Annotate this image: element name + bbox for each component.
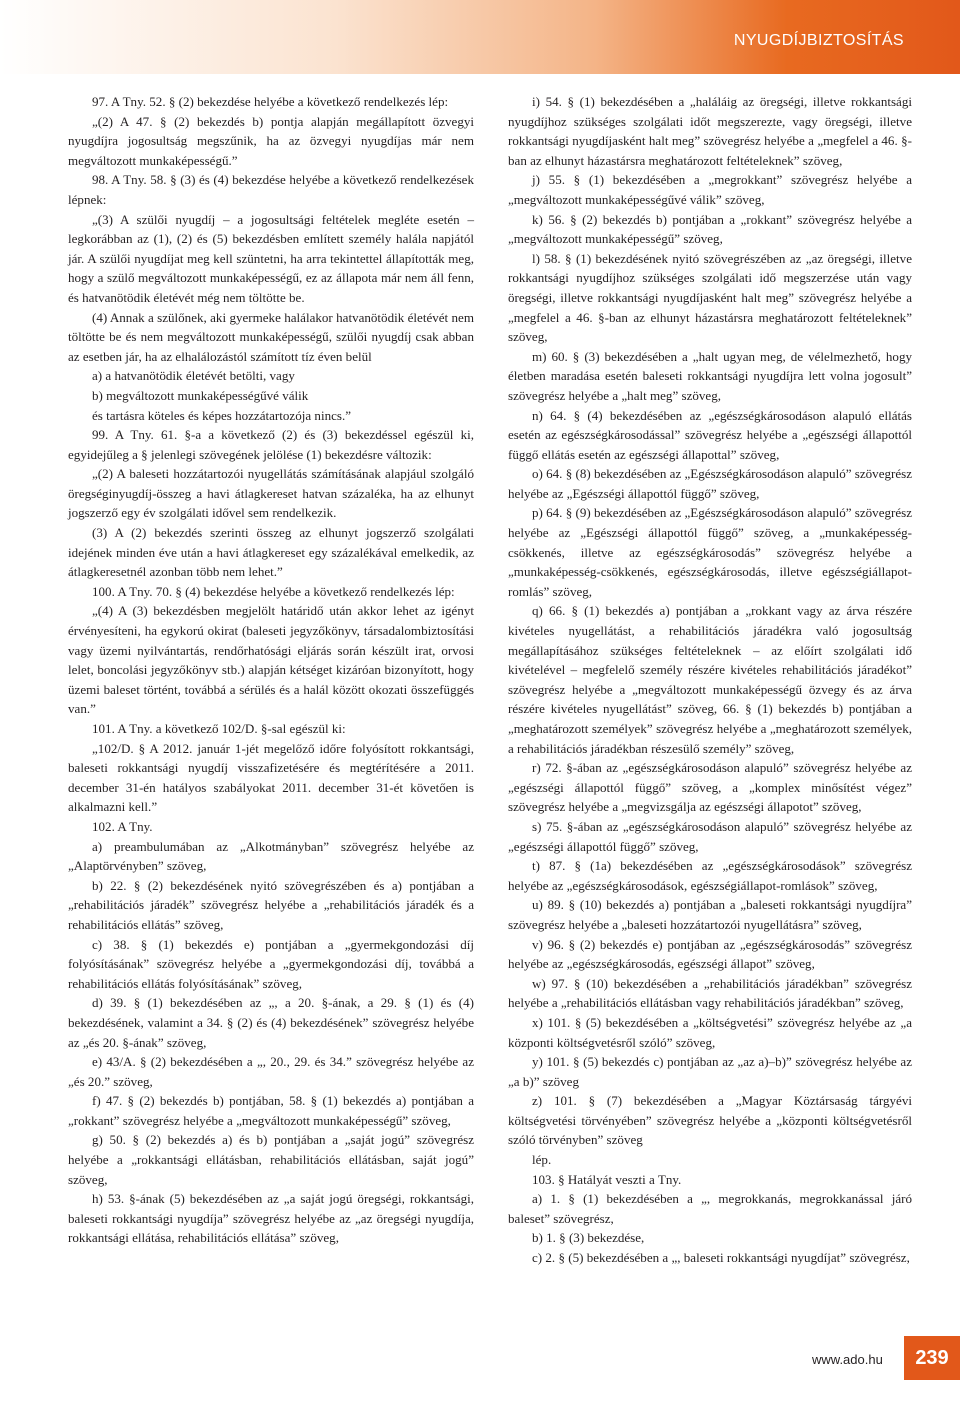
list-item: p) 64. § (9) bekezdésében az „Egészségkárosodáson alapuló” szövegrész helyébe az „Egészségi állapottól függő” szöveg, a „munkaképesség-csökkenés, illetve az egészségkárosodás” szövegrész helyébe a „munkaképesség-csökkenés, egészségkárosodás, illetve egészségiállapot-romlás” szöveg,: [508, 505, 913, 599]
list-item: l) 58. § (1) bekezdésének nyitó szövegrészében az „az öregségi, illetve rokkantsági nyugdíjhoz szükséges szolgálati idő megszerzése után vagy öregségi, illetve rokkantsági nyugdíjasként halt meg” szövegrész helyébe a „megfelel a 46. §-ban az elhunyt házastársra meghatározott feltételeknek” szöveg,: [508, 250, 912, 345]
list-item: a) preambulumában az „Alkotmányban” szövegrész helyébe az „Alaptörvényben” szöveg,: [68, 838, 474, 874]
paragraph: 102. A Tny.: [92, 818, 153, 834]
paragraph: „(3) A szülői nyugdíj – a jogosultsági feltételek megléte esetén – legkorábban az (1), (2) és (5) bekezdésben említett személy halála napjától jár. A szülői nyugdíjat meg kell szüntetni, ha arra tekintettel állapították meg, hogy a szülő megváltozott munkaképességű, ez az állapota már nem áll fenn, és hatvanötödik életévét még nem töltötte be.: [68, 211, 474, 305]
paragraph: 98. A Tny. 58. § (3) és (4) bekezdése helyébe a következő rendelkezések lépnek:: [68, 172, 474, 207]
header-band: [0, 0, 960, 74]
list-item: o) 64. § (8) bekezdésében az „Egészségkárosodáson alapuló” szövegrész helyébe az „Egészségi állapottól függő” szöveg,: [508, 466, 913, 501]
list-item: h) 53. §-ának (5) bekezdésében az „a saját jogú öregségi, rokkantsági, baleseti rokkantsági nyugdíja” szövegrész helyébe az „az öregségi nyugdíja, rokkantsági ellátása, rehabilitációs ellátása” szöveg,: [68, 1191, 474, 1246]
list-item: d) 39. § (1) bekezdésében az „, a 20. §-ának, a 29. § (1) és (4) bekezdésének, valamint a 34. § (2) és (4) bekezdésének” szövegrész helyébe az „és 20. §-ának” szöveg,: [68, 995, 474, 1050]
section-title: NYUGDÍJBIZTOSÍTÁS: [733, 32, 904, 49]
list-item: e) 43/A. § (2) bekezdésében a „, 20., 29. és 34.” szövegrész helyébe az „és 20.” szöveg,: [68, 1054, 474, 1089]
list-item: j) 55. § (1) bekezdésében a „megrokkant” szövegrész helyébe a „megváltozott munkaképességűvé válik” szöveg,: [508, 172, 912, 207]
paragraph: „102/D. § A 2012. január 1-jét megelőző időre folyósított rokkantsági, baleseti rokkantsági nyugdíj visszafizetésére és megtérítésére a 2011. december 31-én hatályos szabályokat 2011. december 31-ét követően is alkalmazni kell.”: [68, 740, 474, 815]
left-column: [68, 92, 474, 1248]
list-item: m) 60. § (3) bekezdésében a „halt ugyan meg, de vélelmezhető, hogy életben maradása esetén baleseti rokkantsági nyugdíjra lett volna jogosult” szövegrész helyébe a „halt meg” szöveg,: [508, 348, 912, 403]
paragraph: 103. § Hatályát veszti a Tny.: [532, 1171, 682, 1187]
list-item: w) 97. § (10) bekezdésében a „rehabilitációs járadékban” szövegrész helyébe a „rehabilitációs ellátásban vagy rehabilitációs járadékban” szöveg,: [508, 975, 912, 1011]
list-item: z) 101. § (7) bekezdésében a „Magyar Köztársaság tárgyévi költségvetési törvényében” szövegrész helyébe a „központi költségvetésről szóló törvényben” szöveg: [508, 1093, 912, 1148]
paragraph: 101. A Tny. a következő 102/D. §-sal egészül ki:: [92, 721, 346, 736]
paragraph: „(4) A (3) bekezdésben megjelölt határidő után akkor lehet az igényt érvényesíteni, ha egykorú okirat (baleseti jegyzőkönyv, társadalombiztosítási vagy üzemi nyilvántartás, rendőrhatósági eljárás során készült irat, orvosi lelet, boncolási jegyzőkönyv stb.) alapján kétséget kizáróan bizonyított, hogy üzemi baleset történt, továbbá a sérülés és a halál között okozati összefüggés van.”: [68, 603, 474, 717]
list-item: c) 38. § (1) bekezdés e) pontjában a „gyermekgondozási díj folyósításának” szövegrész helyébe a „gyermekgondozási díj, továbbá a rehabilitációs ellátás folyósításának” szöveg,: [68, 936, 474, 991]
list-item: n) 64. § (4) bekezdésében az „egészségkárosodáson alapuló ellátás esetén az egészségkárosodással” szövegrész helyébe a „egészségi állapottól függő ellátás esetén az egészségi állapottal” szöveg,: [508, 407, 912, 462]
list-item: c) 2. § (5) bekezdésében a „, baleseti rokkantsági nyugdíjat” szövegrész,: [532, 1250, 910, 1266]
paragraph: 99. A Tny. 61. §-a a következő (2) és (3) bekezdéssel egészül ki, egyidejűleg a § jelenlegi szövegének jelölése (1) bekezdésre változik:: [68, 427, 474, 462]
paragraph: lép.: [532, 1152, 552, 1168]
list-item: a) a hatvanötödik életévét betölti, vagy: [92, 368, 295, 384]
paragraph: 97. A Tny. 52. § (2) bekezdése helyébe a következő rendelkezés lép:: [92, 94, 449, 109]
list-item: q) 66. § (1) bekezdés a) pontjában a „rokkant vagy az árva részére kivételes nyugellátást, a rehabilitációs járadékra való jogosultság megállapításához szükséges feltételeknek – az előírt szolgálati idő kivételével – megfelelő személy részére kivételes rehabilitációs járadékot” szövegrész helyébe a „megváltozott munkaképességű özvegy és az árva részére kivételes nyugellátást” szöveg, 66. § (1) bekezdés b) pontjában a „meghatározott személyek” szövegrész helyébe a „meghatározott személyek, a rehabilitációs járadékban részesülő személy” szöveg,: [508, 603, 912, 756]
list-item: s) 75. §-ában az „egészségkárosodáson alapuló” szövegrész helyébe az „egészségi állapottól függő” szöveg,: [508, 818, 912, 854]
list-item: g) 50. § (2) bekezdés a) és b) pontjában a „saját jogú” szövegrész helyébe a „rokkantsági ellátásban, rehabilitációs ellátásban, saját jogú” szöveg,: [68, 1132, 474, 1187]
list-item: v) 96. § (2) bekezdés e) pontjában az „egészségkárosodás” szövegrész helyébe az „egészségkárosodás, egészségi állapot” szöveg,: [508, 936, 912, 972]
footer-url: www.ado.hu: [812, 1352, 883, 1367]
list-item: y) 101. § (5) bekezdés c) pontjában az „az a)–b)” szövegrész helyébe az „a b)” szöveg: [508, 1054, 912, 1089]
list-item: b) 1. § (3) bekezdése,: [532, 1230, 645, 1246]
list-item: k) 56. § (2) bekezdés b) pontjában a „rokkant” szövegrész helyébe a „megváltozott munkaképességű” szöveg,: [508, 211, 912, 247]
list-item: u) 89. § (10) bekezdés a) pontjában a „baleseti rokkantsági nyugdíjra” szövegrész helyébe a „baleseti hozzátartozói nyugellátásra” szöveg,: [508, 897, 912, 932]
list-item: r) 72. §-ában az „egészségkárosodáson alapuló” szövegrész helyébe az „egészségi állapottól függő” szöveg, a „komplex minősítést végez” szövegrész helyébe a „megvizsgálja az egészségi állapotot” szöveg,: [508, 760, 912, 815]
right-column: [508, 92, 912, 1268]
paragraph: „(2) A baleseti hozzátartozói nyugellátás számításának alapjául szolgáló öregséginyugdíj-összeg a havi átlagkereset hatvan százaléka, ha az elhunyt jogszerző egy év szolgálati idővel sem rendelkezik.: [68, 466, 474, 521]
paragraph: 100. A Tny. 70. § (4) bekezdése helyébe a következő rendelkezés lép:: [92, 583, 455, 599]
list-item: és tartásra köteles és képes hozzátartozója nincs.”: [92, 407, 352, 423]
list-item: a) 1. § (1) bekezdésében a „, megrokkanás, megrokkanással járó baleset” szövegrész,: [508, 1191, 912, 1226]
paragraph: „(2) A 47. § (2) bekezdés b) pontja alapján megállapított özvegyi nyugdíjra jogosultság megszűnik, ha az özvegyi nyugdíjas már nem megváltozott munkaképességű.”: [68, 113, 474, 168]
list-item: x) 101. § (5) bekezdésében a „költségvetési” szövegrész helyébe az „a központi költségvetésről szóló” szöveg,: [508, 1014, 912, 1050]
list-item: i) 54. § (1) bekezdésében a „haláláig az öregségi, illetve rokkantsági nyugdíjhoz szükséges szolgálati időt megszerezte, vagy öregségi, illetve rokkantsági nyugdíjasként halt meg” szövegrész helyébe a „megfelel a 46. §-ban az elhunyt házastársra meghatározott feltételeknek” szöveg,: [508, 94, 912, 168]
list-item: f) 47. § (2) bekezdés b) pontjában, 58. § (1) bekezdés a) pontjában a „rokkant” szövegrész helyébe a „megváltozott munkaképességű” szöveg,: [68, 1093, 474, 1128]
list-item: b) 22. § (2) bekezdésének nyitó szövegrészében és a) pontjában a „rehabilitációs járadék” szövegrész helyébe a „rehabilitációs járadék és a rehabilitációs ellátás” szöveg,: [68, 877, 474, 932]
paragraph: (3) A (2) bekezdés szerinti összeg az elhunyt jogszerző szolgálati idejének minden éve után a havi átlagkereset egy százalékával emelkedik, az átlagkeresetnél azonban több nem lehet.”: [68, 525, 474, 580]
list-item: t) 87. § (1a) bekezdésében az „egészségkárosodások” szövegrész helyébe az „egészségkárosodások, egészségiállapot-romlások” szöveg,: [508, 858, 912, 893]
paragraph: (4) Annak a szülőnek, aki gyermeke halálakor hatvanötödik életévét nem töltötte be és nem megváltozott munkaképességű, szülői nyugdíj csak abban az esetben jár, ha az elhalálozástól számított tíz éven belül: [68, 309, 474, 364]
page-number: 239: [904, 1336, 960, 1380]
list-item: b) megváltozott munkaképességűvé válik: [92, 387, 309, 403]
